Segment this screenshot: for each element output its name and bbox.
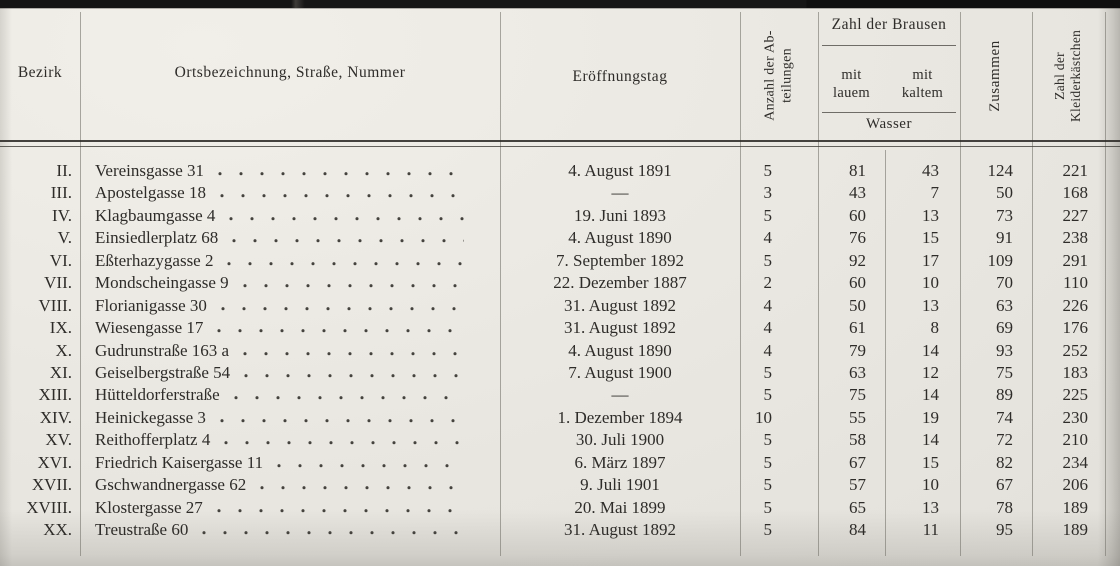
- cell-anzahl-abteilungen: 10: [755, 407, 772, 427]
- cell-brausen-kaltem: 10: [922, 475, 939, 495]
- dot-leader: [226, 250, 464, 272]
- cell-bezirk: XI.: [49, 362, 72, 382]
- street-name: Klagbaumgasse 4: [95, 205, 216, 225]
- cell-zusammen: 70: [996, 273, 1013, 293]
- cell-kleiderkaestchen: 226: [1062, 295, 1088, 315]
- cell-brausen-kaltem: 11: [922, 520, 939, 539]
- cell-ortsbezeichnung: [80, 160, 500, 182]
- dot-leader: [219, 182, 464, 204]
- header-separator-rule-thin: [0, 146, 1120, 147]
- cell-brausen-lauem: 84: [849, 520, 866, 539]
- table-row: [0, 160, 1120, 182]
- cell-bezirk: XVII.: [31, 475, 72, 495]
- cell-ortsbezeichnung: [80, 429, 500, 451]
- cell-brausen-kaltem: 14: [922, 385, 939, 405]
- cell-eroeffnungstag: 30. Juli 1900: [575, 430, 665, 450]
- header-zusammen-text: Zusammen: [987, 40, 1004, 112]
- street-name: Einsiedlerplatz 68: [95, 228, 219, 248]
- cell-brausen-kaltem: 10: [922, 273, 939, 293]
- cell-anzahl-abteilungen: 5: [763, 362, 772, 382]
- cell-brausen-lauem: 76: [849, 228, 866, 248]
- header-abteilungen-line2: teilungen: [779, 48, 795, 104]
- cell-bezirk: II.: [56, 161, 72, 180]
- cell-kleiderkaestchen: 206: [1062, 475, 1088, 495]
- dot-leader: [223, 429, 464, 451]
- cell-bezirk: X.: [55, 340, 72, 360]
- header-abteilungen-line1: Anzahl der Ab-: [762, 30, 778, 122]
- header-kleider-line2: Kleiderkästchen: [1068, 29, 1084, 123]
- cell-brausen-lauem: 65: [849, 497, 866, 517]
- cell-anzahl-abteilungen: 2: [763, 273, 772, 293]
- cell-brausen-lauem: 79: [849, 340, 866, 360]
- table-row: [0, 497, 1120, 519]
- cell-zusammen: 95: [996, 520, 1013, 539]
- cell-zusammen: 91: [996, 228, 1013, 248]
- cell-anzahl-abteilungen: 5: [763, 475, 772, 495]
- cell-bezirk: IX.: [49, 318, 72, 338]
- cell-ortsbezeichnung: [80, 474, 500, 496]
- cell-bezirk: XIV.: [39, 407, 72, 427]
- cell-kleiderkaestchen: 210: [1062, 430, 1088, 450]
- street-name: Klostergasse 27: [95, 497, 203, 517]
- cell-anzahl-abteilungen: 3: [763, 183, 772, 203]
- cell-zusammen: 50: [996, 183, 1013, 203]
- cell-ortsbezeichnung: [80, 362, 500, 384]
- cell-eroeffnungstag: —: [611, 183, 629, 203]
- cell-eroeffnungstag: 6. März 1897: [574, 452, 666, 472]
- cell-zusammen: 73: [996, 205, 1013, 225]
- cell-ortsbezeichnung: [80, 497, 500, 519]
- cell-bezirk: XX.: [43, 520, 72, 539]
- cell-brausen-lauem: 92: [849, 250, 866, 270]
- header-separator-rule-thick: [0, 140, 1120, 142]
- table-row: [0, 205, 1120, 227]
- cell-brausen-kaltem: 14: [922, 340, 939, 360]
- cell-kleiderkaestchen: 227: [1062, 205, 1088, 225]
- cell-anzahl-abteilungen: 5: [763, 205, 772, 225]
- cell-anzahl-abteilungen: 5: [763, 385, 772, 405]
- scan-top-edge-bar: [0, 0, 1120, 8]
- table-row: [0, 295, 1120, 317]
- cell-kleiderkaestchen: 230: [1062, 407, 1088, 427]
- cell-zusammen: 75: [996, 362, 1013, 382]
- cell-brausen-lauem: 81: [849, 161, 866, 180]
- cell-eroeffnungstag: 22. Dezember 1887: [553, 273, 687, 293]
- cell-zusammen: 82: [996, 452, 1013, 472]
- cell-brausen-kaltem: 14: [922, 430, 939, 450]
- street-name: Heinickegasse 3: [95, 407, 206, 427]
- cell-eroeffnungstag: 4. August 1890: [568, 340, 672, 360]
- cell-bezirk: XV.: [45, 430, 72, 450]
- dot-leader: [233, 384, 464, 406]
- cell-bezirk: V.: [57, 228, 72, 248]
- cell-kleiderkaestchen: 168: [1062, 183, 1088, 203]
- cell-zusammen: 67: [996, 475, 1013, 495]
- header-wasser: Wasser: [866, 116, 912, 132]
- cell-brausen-kaltem: 13: [922, 295, 939, 315]
- table-row: [0, 227, 1120, 249]
- cell-bezirk: VIII.: [38, 295, 72, 315]
- street-name: Gschwandnergasse 62: [95, 475, 247, 495]
- group-header-rule-top: [822, 45, 956, 46]
- cell-eroeffnungstag: 1. Dezember 1894: [557, 407, 683, 427]
- cell-eroeffnungstag: 19. Juni 1893: [573, 205, 667, 225]
- table-row: [0, 250, 1120, 272]
- cell-eroeffnungstag: 31. August 1892: [564, 295, 676, 315]
- cell-eroeffnungstag: 9. Juli 1901: [580, 475, 660, 495]
- cell-bezirk: III.: [50, 183, 72, 203]
- cell-ortsbezeichnung: [80, 407, 500, 429]
- cell-brausen-kaltem: 8: [930, 318, 939, 338]
- street-name: Gudrunstraße 163 a: [95, 340, 230, 360]
- cell-kleiderkaestchen: 221: [1062, 161, 1088, 180]
- cell-ortsbezeichnung: [80, 295, 500, 317]
- cell-ortsbezeichnung: [80, 272, 500, 294]
- cell-kleiderkaestchen: 176: [1062, 318, 1088, 338]
- table-body: [0, 160, 1120, 541]
- table-row: [0, 474, 1120, 496]
- group-header-rule-bottom: [822, 112, 956, 113]
- header-mit-kaltem-line2: kaltem: [901, 85, 944, 102]
- table-row: [0, 340, 1120, 362]
- cell-anzahl-abteilungen: 4: [763, 318, 772, 338]
- header-anzahl-abteilungen: [740, 12, 818, 140]
- cell-brausen-kaltem: 7: [930, 183, 939, 203]
- cell-brausen-kaltem: 13: [922, 497, 939, 517]
- dot-leader: [219, 407, 464, 429]
- cell-ortsbezeichnung: [80, 227, 500, 249]
- table-row: [0, 519, 1120, 541]
- cell-brausen-kaltem: 15: [922, 452, 939, 472]
- cell-kleiderkaestchen: 252: [1062, 340, 1088, 360]
- table-row: [0, 362, 1120, 384]
- cell-ortsbezeichnung: [80, 340, 500, 362]
- cell-eroeffnungstag: 20. Mai 1899: [574, 497, 666, 517]
- street-name: Friedrich Kaisergasse 11: [95, 452, 264, 472]
- cell-ortsbezeichnung: [80, 182, 500, 204]
- cell-brausen-lauem: 61: [849, 318, 866, 338]
- cell-eroeffnungstag: 31. August 1892: [564, 520, 676, 539]
- header-mit-kaltem: [885, 66, 960, 102]
- cell-brausen-lauem: 50: [849, 295, 866, 315]
- cell-brausen-lauem: 63: [849, 362, 866, 382]
- cell-anzahl-abteilungen: 5: [763, 250, 772, 270]
- dot-leader: [243, 362, 464, 384]
- header-bezirk: Bezirk: [17, 64, 63, 81]
- street-name: Mondscheingasse 9: [95, 273, 229, 293]
- header-mit-lauem-line1: mit: [841, 67, 862, 83]
- header-ortsbezeichnung: Ortsbezeichnung, Straße, Nummer: [174, 64, 406, 81]
- cell-eroeffnungstag: 7. September 1892: [556, 250, 684, 270]
- cell-eroeffnungstag: 31. August 1892: [564, 318, 676, 338]
- cell-kleiderkaestchen: 110: [1063, 273, 1088, 293]
- dot-leader: [201, 519, 464, 541]
- cell-kleiderkaestchen: 189: [1062, 497, 1088, 517]
- cell-anzahl-abteilungen: 5: [763, 430, 772, 450]
- header-kleider-line1: Zahl der: [1052, 52, 1068, 100]
- table-row: [0, 407, 1120, 429]
- cell-kleiderkaestchen: 291: [1062, 250, 1088, 270]
- cell-anzahl-abteilungen: 5: [763, 497, 772, 517]
- header-zusammen: [960, 12, 1032, 140]
- cell-zusammen: 93: [996, 340, 1013, 360]
- table-row: [0, 317, 1120, 339]
- cell-kleiderkaestchen: 234: [1062, 452, 1088, 472]
- street-name: Reithofferplatz 4: [95, 430, 211, 450]
- cell-bezirk: VII.: [44, 273, 72, 293]
- table-row: [0, 272, 1120, 294]
- dot-leader: [216, 497, 464, 519]
- dot-leader: [242, 272, 464, 294]
- dot-leader: [220, 295, 464, 317]
- cell-brausen-lauem: 60: [849, 273, 866, 293]
- cell-bezirk: IV.: [52, 205, 72, 225]
- dot-leader: [216, 317, 464, 339]
- cell-anzahl-abteilungen: 5: [763, 452, 772, 472]
- cell-ortsbezeichnung: [80, 384, 500, 406]
- cell-brausen-kaltem: 15: [922, 228, 939, 248]
- street-name: Geiselbergstraße 54: [95, 362, 231, 382]
- header-mit-lauem-line2: lauem: [833, 85, 870, 102]
- cell-eroeffnungstag: 4. August 1891: [568, 161, 672, 180]
- cell-bezirk: XVI.: [37, 452, 72, 472]
- cell-bezirk: VI.: [49, 250, 72, 270]
- cell-bezirk: XIII.: [38, 385, 72, 405]
- cell-ortsbezeichnung: [80, 452, 500, 474]
- cell-bezirk: XVIII.: [26, 497, 72, 517]
- street-name: Vereinsgasse 31: [95, 161, 205, 180]
- table-row: [0, 429, 1120, 451]
- cell-ortsbezeichnung: [80, 519, 500, 541]
- cell-ortsbezeichnung: [80, 205, 500, 227]
- header-mit-kaltem-line1: mit: [912, 67, 933, 83]
- cell-zusammen: 72: [996, 430, 1013, 450]
- dot-leader: [242, 340, 464, 362]
- cell-zusammen: 63: [996, 295, 1013, 315]
- dot-leader: [259, 474, 464, 496]
- table-row: [0, 182, 1120, 204]
- cell-zusammen: 109: [987, 250, 1013, 270]
- cell-eroeffnungstag: 7. August 1900: [568, 362, 672, 382]
- cell-brausen-kaltem: 43: [922, 161, 939, 180]
- header-mit-lauem: [818, 66, 885, 102]
- street-name: Hütteldorferstraße: [95, 385, 220, 405]
- cell-zusammen: 89: [996, 385, 1013, 405]
- cell-anzahl-abteilungen: 4: [763, 228, 772, 248]
- street-name: Apostelgasse 18: [95, 183, 206, 203]
- cell-anzahl-abteilungen: 4: [763, 295, 772, 315]
- cell-anzahl-abteilungen: 5: [763, 161, 772, 180]
- cell-eroeffnungstag: 4. August 1890: [568, 228, 672, 248]
- cell-ortsbezeichnung: [80, 250, 500, 272]
- cell-zusammen: 69: [996, 318, 1013, 338]
- dot-leader: [217, 160, 464, 182]
- header-zahl-der-brausen: Zahl der Brausen: [831, 16, 947, 33]
- cell-brausen-lauem: 75: [849, 385, 866, 405]
- cell-ortsbezeichnung: [80, 317, 500, 339]
- cell-brausen-kaltem: 13: [922, 205, 939, 225]
- cell-brausen-lauem: 43: [849, 183, 866, 203]
- cell-kleiderkaestchen: 238: [1062, 228, 1088, 248]
- cell-kleiderkaestchen: 183: [1062, 362, 1088, 382]
- cell-brausen-kaltem: 17: [922, 250, 939, 270]
- cell-brausen-lauem: 67: [849, 452, 866, 472]
- cell-kleiderkaestchen: 189: [1062, 520, 1088, 539]
- street-name: Eßterhazygasse 2: [95, 250, 214, 270]
- cell-zusammen: 74: [996, 407, 1013, 427]
- cell-brausen-lauem: 60: [849, 205, 866, 225]
- dot-leader: [231, 227, 464, 249]
- cell-brausen-lauem: 58: [849, 430, 866, 450]
- street-name: Wiesengasse 17: [95, 318, 204, 338]
- cell-eroeffnungstag: —: [611, 385, 629, 405]
- header-eroeffnungstag: Eröffnungstag: [572, 68, 668, 85]
- cell-zusammen: 78: [996, 497, 1013, 517]
- cell-brausen-kaltem: 19: [922, 407, 939, 427]
- street-name: Treustraße 60: [95, 520, 189, 539]
- cell-anzahl-abteilungen: 5: [763, 520, 772, 539]
- cell-brausen-lauem: 55: [849, 407, 866, 427]
- cell-anzahl-abteilungen: 4: [763, 340, 772, 360]
- header-zahl-der-kleiderkaestchen: [1032, 12, 1105, 140]
- table-row: [0, 452, 1120, 474]
- table-row: [0, 384, 1120, 406]
- cell-brausen-kaltem: 12: [922, 362, 939, 382]
- dot-leader: [276, 452, 464, 474]
- street-name: Florianigasse 30: [95, 295, 207, 315]
- cell-kleiderkaestchen: 225: [1062, 385, 1088, 405]
- cell-zusammen: 124: [987, 161, 1013, 180]
- dot-leader: [228, 205, 464, 227]
- cell-brausen-lauem: 57: [849, 475, 866, 495]
